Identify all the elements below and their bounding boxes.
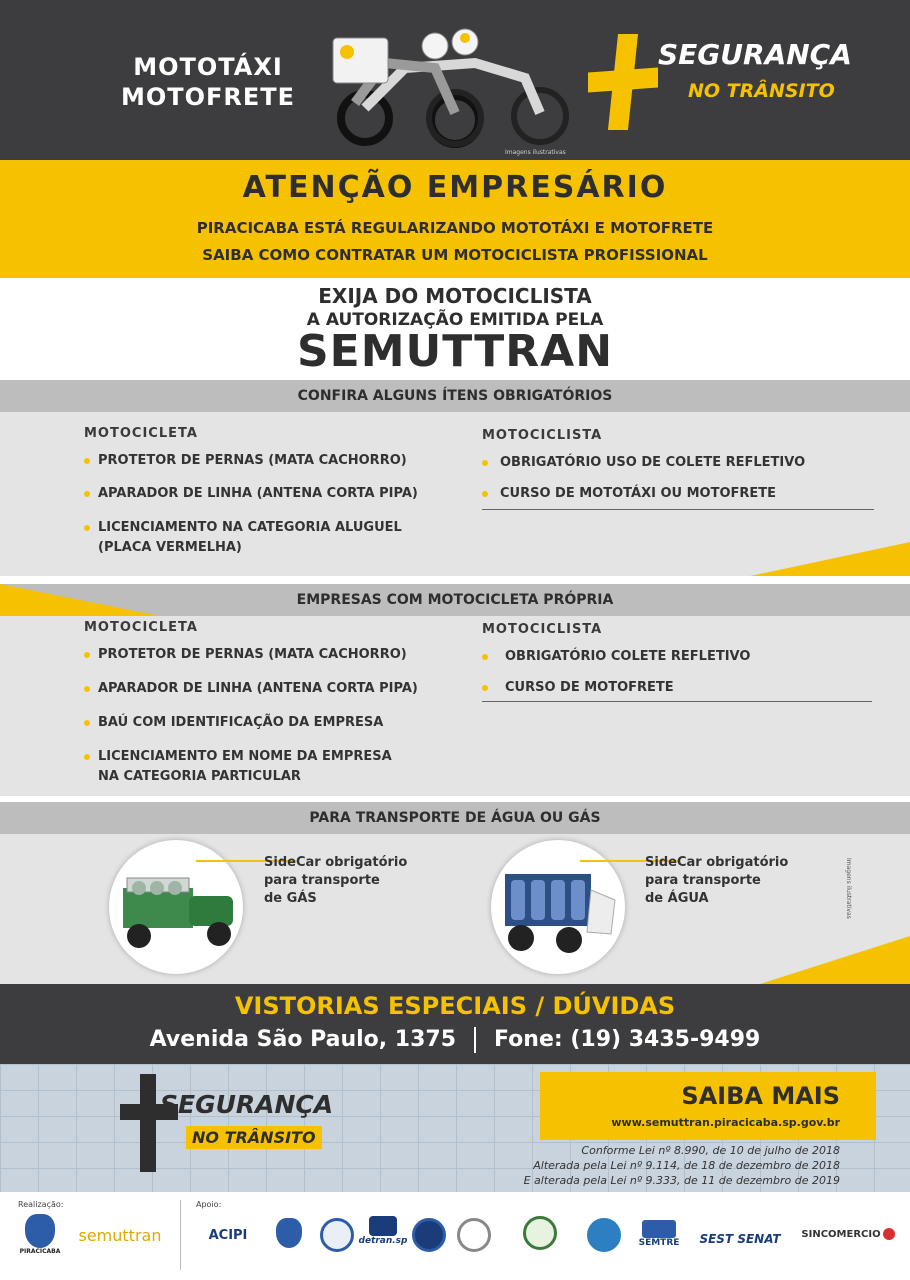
shield-logo-icon: [272, 1218, 306, 1248]
bullet-icon: [482, 460, 488, 466]
brand-no-transito: NO TRÂNSITO: [688, 80, 835, 102]
sincomercio-dot-icon: [883, 1228, 895, 1240]
bullet-icon: [482, 685, 488, 691]
list-item: PROTETOR DE PERNAS (MATA CACHORRO): [98, 647, 407, 662]
contact-title: VISTORIAS ESPECIAIS / DÚVIDAS: [234, 992, 676, 1020]
saiba-mais-band: [0, 1064, 910, 1192]
list-item: APARADOR DE LINHA (ANTENA CORTA PIPA): [98, 681, 418, 696]
website-url[interactable]: www.semuttran.piracicaba.sp.gov.br: [611, 1116, 840, 1129]
list-item: OBRIGATÓRIO COLETE REFLETIVO: [505, 649, 751, 664]
people-icon: [642, 1220, 676, 1238]
sest-senat-logo: SEST SENAT: [699, 1232, 781, 1246]
piracicaba-logo: PIRACICABA: [20, 1214, 60, 1255]
separator: [474, 1027, 476, 1053]
banner-title: ATENÇÃO EMPRESÁRIO: [242, 170, 668, 205]
sidecar-water-text: SideCar obrigatório para transporte de ÁGUA: [645, 855, 789, 906]
detran-mark-icon: [369, 1216, 397, 1236]
exija-line1: EXIJA DO MOTOCICLISTA: [318, 284, 592, 308]
header-title-line1: MOTOTÁXI: [133, 53, 283, 81]
corner-accent: [750, 542, 910, 576]
attention-banner: [0, 160, 910, 278]
realizacao-label: Realização:: [18, 1200, 64, 1209]
divider: [180, 1200, 181, 1270]
plus-logo-icon: [588, 34, 658, 134]
law-line: Conforme Lei nº 8.990, de 10 de julho de 2018: [581, 1144, 840, 1157]
acipi-logo: ACIPI: [208, 1228, 248, 1243]
crest-icon: [25, 1214, 55, 1248]
address: Avenida São Paulo, 1375: [149, 1027, 457, 1052]
brand-no-transito: NO TRÂNSITO: [186, 1126, 322, 1149]
section-title: EMPRESAS COM MOTOCICLETA PRÓPRIA: [296, 592, 614, 608]
image-note-vertical: Imagens ilustrativas: [845, 858, 852, 919]
section-title: PARA TRANSPORTE DE ÁGUA OU GÁS: [309, 810, 601, 826]
phone: Fone: (19) 3435-9499: [494, 1027, 761, 1052]
bullet-icon: [84, 720, 90, 726]
bullet-icon: [482, 491, 488, 497]
bullet-icon: [482, 654, 488, 660]
section-title: CONFIRA ALGUNS ÍTENS OBRIGATÓRIOS: [297, 388, 613, 404]
banner-line2: SAIBA COMO CONTRATAR UM MOTOCICLISTA PROFISSIONAL: [202, 246, 708, 264]
col-motociclista-title: MOTOCICLISTA: [482, 622, 603, 637]
brand-seguranca: SEGURANÇA: [160, 1090, 334, 1119]
section-bar: [0, 380, 910, 412]
sincomercio-logo: SINCOMERCIO: [800, 1228, 896, 1240]
section-mandatory-items: [0, 380, 910, 576]
section-company-motorcycle: [0, 584, 910, 796]
header-title-line2: MOTOFRETE: [120, 83, 296, 111]
list-item: CURSO DE MOTOFRETE: [505, 680, 674, 695]
apoio-label: Apoio:: [196, 1200, 222, 1209]
footer: [0, 1192, 910, 1280]
sidecar-gas-text: SideCar obrigatório para transporte de GÁS: [264, 855, 408, 906]
contact-band: [0, 984, 910, 1064]
badge-logo-icon: [412, 1218, 446, 1252]
round-seal-icon: [320, 1218, 354, 1252]
bullet-icon: [84, 686, 90, 692]
bullet-icon: [84, 458, 90, 464]
semuttran-heading: SEMUTTRAN: [296, 326, 614, 377]
header-title: [103, 52, 313, 112]
detran-logo: detran.sp: [362, 1216, 404, 1246]
list-item: BAÚ COM IDENTIFICAÇÃO DA EMPRESA: [98, 715, 384, 730]
motorcycles-image: [325, 18, 575, 148]
section-bar: [0, 584, 910, 616]
bullet-icon: [84, 754, 90, 760]
bullet-icon: [84, 491, 90, 497]
contact-row: [0, 1027, 910, 1053]
law-line: E alterada pela Lei nº 9.333, de 11 de dezembro de 2019: [523, 1174, 840, 1187]
list-item: APARADOR DE LINHA (ANTENA CORTA PIPA): [98, 486, 418, 501]
divider: [482, 509, 874, 510]
list-item: OBRIGATÓRIO USO DE COLETE REFLETIVO: [500, 455, 806, 470]
list-item: LICENCIAMENTO NA CATEGORIA ALUGUEL: [98, 520, 402, 535]
bullet-icon: [84, 652, 90, 658]
semuttran-logo: semuttran: [78, 1226, 162, 1245]
bullet-icon: [84, 525, 90, 531]
header: [0, 0, 910, 160]
corner-accent: [760, 936, 910, 984]
section-bar: [0, 802, 910, 834]
list-item: CURSO DE MOTOTÁXI OU MOTOFRETE: [500, 486, 777, 501]
exija-line2: A AUTORIZAÇÃO EMITIDA PELA: [306, 310, 604, 330]
pcm-logo-icon: [586, 1218, 622, 1252]
image-note: Imagens ilustrativas: [505, 149, 566, 156]
col-motocicleta-title: MOTOCICLETA: [84, 426, 198, 441]
divider: [482, 701, 872, 702]
banner-line1: PIRACICABA ESTÁ REGULARIZANDO MOTOTÁXI E MOTOFRETE: [196, 219, 714, 237]
saiba-mais-title: SAIBA MAIS: [681, 1082, 840, 1110]
section-water-gas: [0, 802, 910, 984]
list-item: (PLACA VERMELHA): [98, 540, 242, 555]
list-item: PROTETOR DE PERNAS (MATA CACHORRO): [98, 453, 407, 468]
brand-seguranca: SEGURANÇA: [658, 38, 852, 71]
col-motociclista-title: MOTOCICLISTA: [482, 428, 603, 443]
list-item: NA CATEGORIA PARTICULAR: [98, 769, 301, 784]
ministry-logo-icon: [510, 1216, 570, 1250]
semtre-logo: SEMTRE: [636, 1220, 682, 1248]
police-seal-icon: [454, 1218, 494, 1252]
saiba-mais-box: [540, 1072, 876, 1140]
law-line: Alterada pela Lei nº 9.114, de 18 de dezembro de 2018: [533, 1159, 840, 1172]
list-item: LICENCIAMENTO EM NOME DA EMPRESA: [98, 749, 392, 764]
col-motocicleta-title: MOTOCICLETA: [84, 620, 198, 635]
plus-logo-icon: [120, 1074, 178, 1174]
